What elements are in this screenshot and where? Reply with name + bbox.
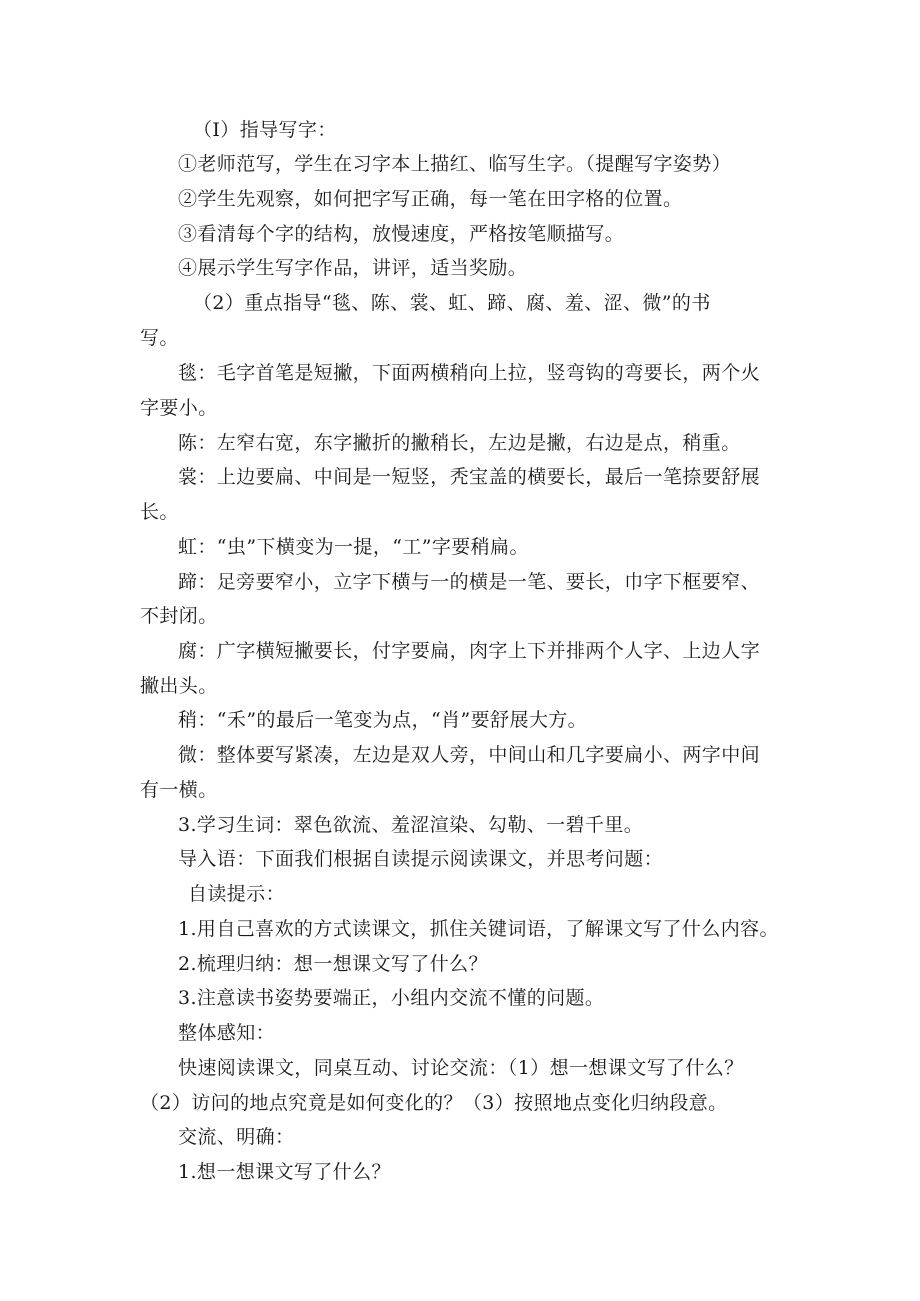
text-line: 快速阅读课文，同桌互动、讨论交流：（1）想一想课文写了什么？	[178, 1057, 744, 1079]
text-line: 写。	[140, 327, 179, 349]
text-line: 虹：“虫”下横变为一提，“工”字要稍扁。	[178, 536, 529, 558]
text-line: 整体感知：	[178, 1022, 276, 1044]
text-line: 裳：上边要扁、中间是一短竖，秃宝盖的横要长，最后一笔捺要舒展	[178, 466, 761, 488]
text-line: 3.学习生词：翠色欲流、羞涩渲染、勾勒、一碧千里。	[178, 814, 644, 836]
text-line: 字要小。	[140, 397, 218, 419]
text-line: 撇出头。	[140, 675, 218, 697]
text-line: 稍：“禾”的最后一笔变为点，“肖”要舒展大方。	[178, 709, 588, 731]
text-line: 2.梳理归纳：想一想课文写了什么？	[178, 953, 488, 975]
text-line: 长。	[140, 501, 179, 523]
text-line: ①老师范写，学生在习字本上描红、临写生字。（提醒写字姿势）	[178, 153, 732, 175]
text-line: 有一横。	[140, 779, 218, 801]
text-line: 陈：左窄右宽，东字撇折的撇稍长，左边是撇，右边是点，稍重。	[178, 432, 741, 454]
text-line: 毯：毛字首笔是短撇，下面两横稍向上拉，竖弯钩的弯要长，两个火	[178, 362, 761, 384]
text-line: 1.用自己喜欢的方式读课文，抓住关键词语，了解课文写了什么内容。	[178, 918, 779, 940]
text-line: 腐：广字横短撇要长，付字要扁，肉字上下并排两个人字、上边人字	[178, 640, 761, 662]
text-line: （2）重点指导“毯、陈、裳、虹、蹄、腐、羞、涩、微”的书	[193, 292, 711, 314]
text-line: 自读提示：	[188, 883, 286, 905]
text-line: （2）访问的地点究竟是如何变化的？（3）按照地点变化归纳段意。	[140, 1092, 728, 1114]
text-line: 导入语：下面我们根据自读提示阅读课文，并思考问题：	[178, 848, 664, 870]
text-line: 微：整体要写紧凑，左边是双人旁，中间山和几字要扁小、两字中间	[178, 744, 761, 766]
text-line: 交流、明确：	[178, 1126, 295, 1148]
text-line: 3.注意读书姿势要端正，小组内交流不懂的问题。	[178, 987, 605, 1009]
text-line: 不封闭。	[140, 605, 218, 627]
text-line: 1.想一想课文写了什么？	[178, 1161, 391, 1183]
text-line: ③看清每个字的结构，放慢速度，严格按笔顺描写。	[178, 223, 625, 245]
text-line: ④展示学生写字作品，讲评，适当奖励。	[178, 257, 528, 279]
text-line: ②学生先观察，如何把字写正确，每一笔在田字格的位置。	[178, 188, 683, 210]
text-line: （I）指导写字：	[193, 119, 337, 141]
text-line: 蹄：足旁要窄小，立字下横与一的横是一笔、要长，巾字下框要窄、	[178, 571, 761, 593]
